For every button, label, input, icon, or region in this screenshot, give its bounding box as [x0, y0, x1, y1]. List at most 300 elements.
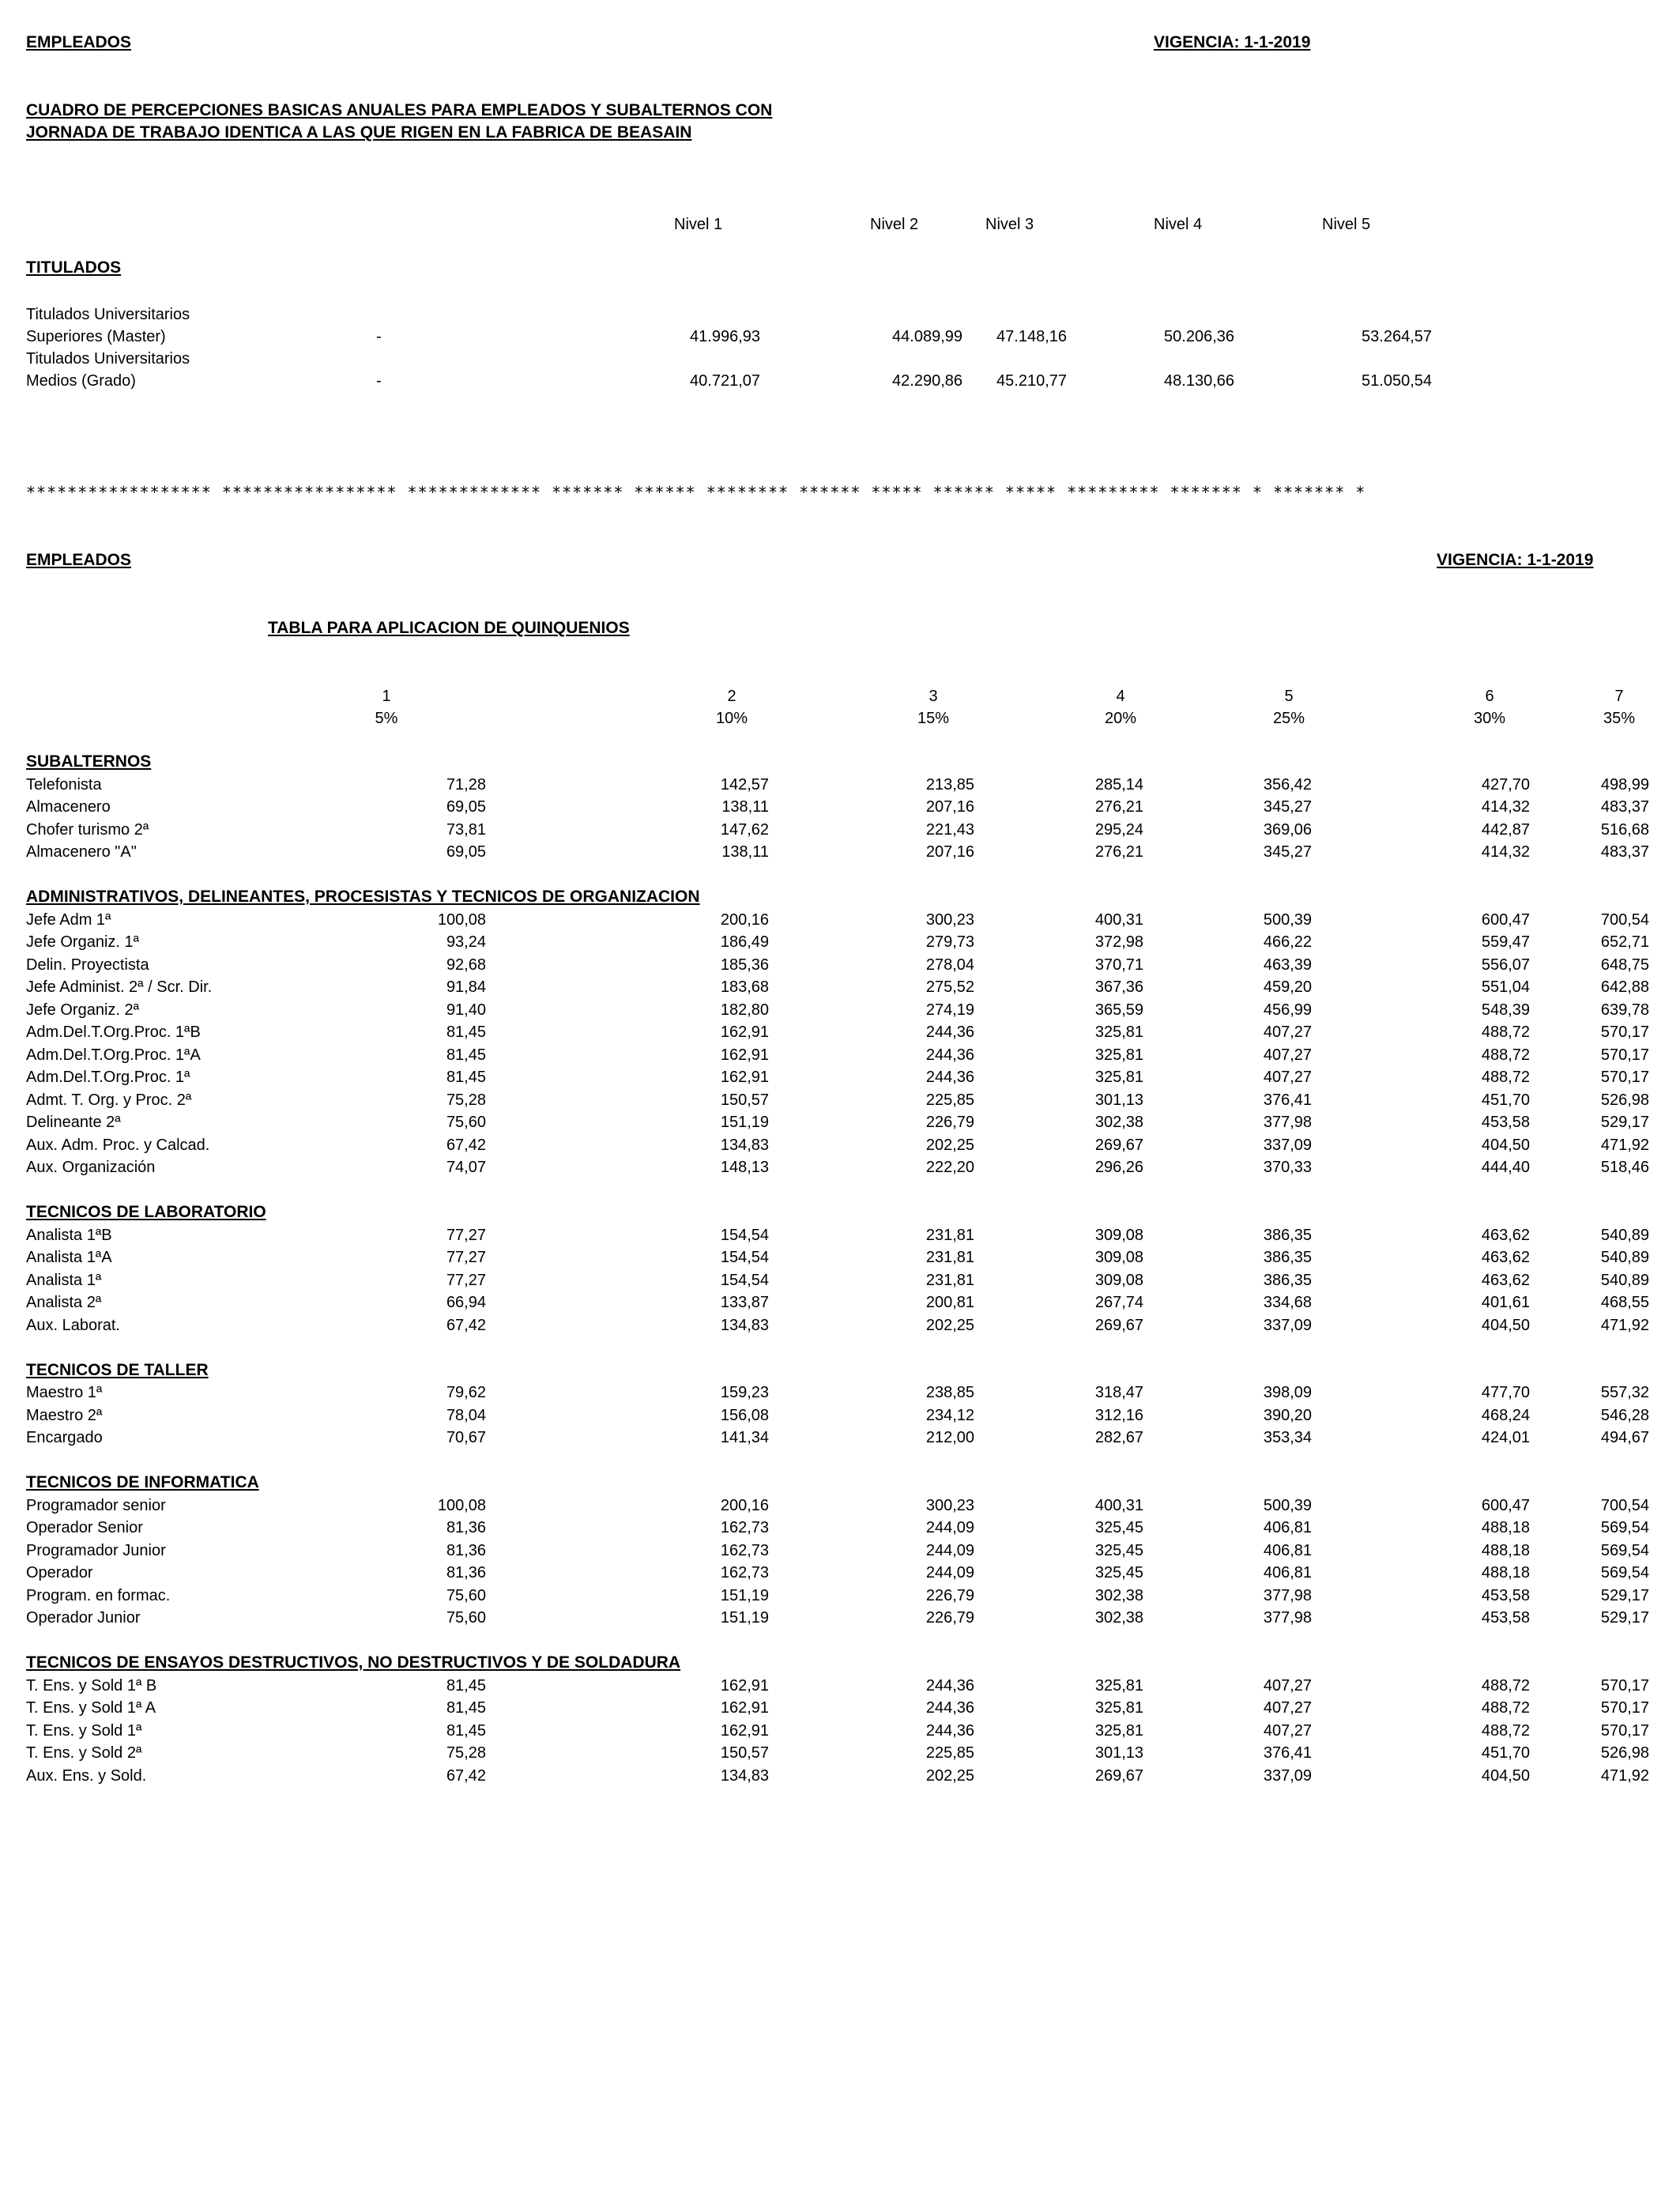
table-cell: 151,19 [720, 1114, 769, 1131]
table-cell: 325,81 [1094, 1722, 1143, 1740]
table-cell: 400,31 [1094, 1497, 1143, 1514]
salary-cell: 48.130,66 [1164, 372, 1234, 390]
table-cell: 370,71 [1094, 956, 1143, 974]
table-cell: 78,04 [446, 1407, 486, 1424]
table-cell: 276,21 [1094, 843, 1143, 861]
table-cell: 369,06 [1263, 821, 1312, 839]
table-cell: 231,81 [925, 1272, 974, 1289]
table-cell: 202,25 [925, 1137, 974, 1154]
table-cell: 213,85 [925, 776, 974, 794]
table-cell: 488,72 [1481, 1722, 1530, 1740]
table-row-name: Adm.Del.T.Org.Proc. 1ªB [26, 1023, 201, 1041]
table-cell: 483,37 [1600, 798, 1649, 816]
table-cell: 424,01 [1481, 1429, 1530, 1446]
table-row-name: Aux. Laborat. [26, 1317, 120, 1334]
table-cell: 276,21 [1094, 798, 1143, 816]
table-cell: 376,41 [1263, 1744, 1312, 1762]
table-cell: 551,04 [1481, 978, 1530, 996]
table-cell: 337,09 [1263, 1767, 1312, 1785]
table-row-name: Adm.Del.T.Org.Proc. 1ªA [26, 1046, 201, 1064]
column-number: 1 [382, 688, 391, 705]
table-cell: 225,85 [925, 1744, 974, 1762]
salary-cell: 42.290,86 [892, 372, 962, 390]
table-row-name: Adm.Del.T.Org.Proc. 1ª [26, 1069, 190, 1086]
table-cell: 279,73 [925, 933, 974, 951]
table-cell: 81,36 [446, 1519, 486, 1536]
table-cell: 386,35 [1263, 1272, 1312, 1289]
table-cell: 463,39 [1263, 956, 1312, 974]
table-cell: 559,47 [1481, 933, 1530, 951]
table-cell: 407,27 [1263, 1046, 1312, 1064]
table-cell: 150,57 [720, 1091, 769, 1109]
table-cell: 154,54 [720, 1272, 769, 1289]
table-cell: 138,11 [721, 798, 769, 816]
table-cell: 570,17 [1600, 1046, 1649, 1064]
table-cell: 540,89 [1600, 1227, 1649, 1244]
category-title: TECNICOS DE LABORATORIO [26, 1203, 266, 1221]
table-cell: 244,36 [925, 1722, 974, 1740]
column-percent: 20% [1104, 710, 1137, 727]
table-cell: 66,94 [446, 1294, 486, 1311]
table-cell: 518,46 [1600, 1159, 1649, 1176]
table-cell: 600,47 [1481, 911, 1530, 929]
table-cell: 274,19 [925, 1001, 974, 1019]
table-cell: 202,25 [925, 1767, 974, 1785]
vigencia-label: VIGENCIA: 1-1-2019 [1437, 551, 1594, 569]
table-title: TABLA PARA APLICACION DE QUINQUENIOS [268, 619, 630, 637]
table-row-name: T. Ens. y Sold 1ª B [26, 1677, 157, 1695]
table-cell: 377,98 [1263, 1114, 1312, 1131]
table-cell: 142,57 [720, 776, 769, 794]
table-row-name: Programador Junior [26, 1542, 166, 1559]
table-cell: 81,45 [446, 1046, 486, 1064]
table-cell: 81,45 [446, 1023, 486, 1041]
table-cell: 453,58 [1481, 1587, 1530, 1604]
table-cell: 404,50 [1481, 1767, 1530, 1785]
table-cell: 207,16 [925, 798, 974, 816]
table-cell: 296,26 [1094, 1159, 1143, 1176]
table-row-name: Chofer turismo 2ª [26, 821, 149, 839]
table-cell: 81,45 [446, 1699, 486, 1717]
table-cell: 312,16 [1094, 1407, 1143, 1424]
table-cell: 427,70 [1481, 776, 1530, 794]
table-cell: 372,98 [1094, 933, 1143, 951]
table-cell: 77,27 [446, 1227, 486, 1244]
table-cell: 401,61 [1481, 1294, 1530, 1311]
table-cell: 540,89 [1600, 1249, 1649, 1266]
table-cell: 700,54 [1600, 911, 1649, 929]
table-cell: 488,72 [1481, 1046, 1530, 1064]
table-cell: 325,45 [1094, 1542, 1143, 1559]
table-cell: 302,38 [1094, 1587, 1143, 1604]
table-cell: 570,17 [1600, 1023, 1649, 1041]
table-cell: 238,85 [925, 1384, 974, 1401]
table-cell: 569,54 [1600, 1542, 1649, 1559]
table-cell: 498,99 [1600, 776, 1649, 794]
category-title: TECNICOS DE TALLER [26, 1361, 209, 1379]
table-row-name: Analista 1ªA [26, 1249, 112, 1266]
table-cell: 244,09 [925, 1519, 974, 1536]
table-cell: 345,27 [1263, 798, 1312, 816]
level-header: Nivel 5 [1322, 216, 1371, 233]
table-cell: 325,81 [1094, 1069, 1143, 1086]
table-cell: 73,81 [446, 821, 486, 839]
table-row-name: Telefonista [26, 776, 102, 794]
table-cell: 138,11 [721, 843, 769, 861]
level-header: Nivel 4 [1154, 216, 1203, 233]
row-dash: - [376, 372, 382, 390]
table-cell: 100,08 [437, 1497, 486, 1514]
table-cell: 356,42 [1263, 776, 1312, 794]
table-cell: 200,81 [925, 1294, 974, 1311]
table-cell: 226,79 [925, 1609, 974, 1627]
table-cell: 100,08 [437, 911, 486, 929]
table-cell: 325,81 [1094, 1046, 1143, 1064]
table-cell: 337,09 [1263, 1317, 1312, 1334]
table-row-name: Operador Junior [26, 1609, 141, 1627]
left-header: EMPLEADOS [26, 33, 132, 51]
table-cell: 477,70 [1481, 1384, 1530, 1401]
table-row-name: Almacenero "A" [26, 843, 137, 861]
table-cell: 398,09 [1263, 1384, 1312, 1401]
table-row-name: Jefe Organiz. 1ª [26, 933, 140, 951]
salary-cell: 51.050,54 [1362, 372, 1432, 390]
table-cell: 456,99 [1263, 1001, 1312, 1019]
table-cell: 77,27 [446, 1249, 486, 1266]
salary-cell: 41.996,93 [690, 328, 760, 345]
table-row-name: T. Ens. y Sold 1ª A [26, 1699, 156, 1717]
table-cell: 81,36 [446, 1564, 486, 1581]
table-cell: 453,58 [1481, 1114, 1530, 1131]
table-row-name: Almacenero [26, 798, 111, 816]
row-label: Superiores (Master) [26, 328, 166, 345]
table-cell: 222,20 [925, 1159, 974, 1176]
table-cell: 548,39 [1481, 1001, 1530, 1019]
table-cell: 569,54 [1600, 1519, 1649, 1536]
table-cell: 488,72 [1481, 1069, 1530, 1086]
table-cell: 269,67 [1094, 1137, 1143, 1154]
table-cell: 365,59 [1094, 1001, 1143, 1019]
salary-cell: 53.264,57 [1362, 328, 1432, 345]
salary-cell: 40.721,07 [690, 372, 760, 390]
row-dash: - [376, 328, 382, 345]
table-cell: 162,91 [720, 1023, 769, 1041]
table-cell: 407,27 [1263, 1722, 1312, 1740]
table-cell: 546,28 [1600, 1407, 1649, 1424]
table-cell: 162,91 [720, 1699, 769, 1717]
table-cell: 463,62 [1481, 1227, 1530, 1244]
table-cell: 207,16 [925, 843, 974, 861]
column-percent: 10% [715, 710, 748, 727]
table-cell: 162,73 [720, 1519, 769, 1536]
table-cell: 244,36 [925, 1023, 974, 1041]
table-cell: 244,36 [925, 1699, 974, 1717]
table-cell: 74,07 [446, 1159, 486, 1176]
table-cell: 488,18 [1481, 1542, 1530, 1559]
table-row-name: T. Ens. y Sold 2ª [26, 1744, 142, 1762]
table-row-name: Program. en formac. [26, 1587, 171, 1604]
table-cell: 442,87 [1481, 821, 1530, 839]
table-row-name: Aux. Organización [26, 1159, 156, 1176]
column-number: 5 [1284, 688, 1294, 705]
table-cell: 377,98 [1263, 1587, 1312, 1604]
table-cell: 231,81 [925, 1249, 974, 1266]
table-cell: 186,49 [720, 933, 769, 951]
table-cell: 325,81 [1094, 1699, 1143, 1717]
table-row-name: Jefe Administ. 2ª / Scr. Dir. [26, 978, 213, 996]
table-row-name: Analista 1ªB [26, 1227, 112, 1244]
table-cell: 400,31 [1094, 911, 1143, 929]
table-cell: 159,23 [720, 1384, 769, 1401]
table-row-name: Encargado [26, 1429, 103, 1446]
table-cell: 75,60 [446, 1114, 486, 1131]
category-title: SUBALTERNOS [26, 752, 152, 771]
table-cell: 134,83 [720, 1767, 769, 1785]
table-cell: 93,24 [446, 933, 486, 951]
table-cell: 334,68 [1263, 1294, 1312, 1311]
table-cell: 407,27 [1263, 1069, 1312, 1086]
table-cell: 275,52 [925, 978, 974, 996]
table-cell: 468,55 [1600, 1294, 1649, 1311]
table-cell: 488,18 [1481, 1519, 1530, 1536]
table-cell: 244,36 [925, 1677, 974, 1695]
table-cell: 471,92 [1600, 1137, 1649, 1154]
level-header: Nivel 2 [870, 216, 919, 233]
table-cell: 500,39 [1263, 1497, 1312, 1514]
column-percent: 5% [375, 710, 398, 727]
table-cell: 302,38 [1094, 1609, 1143, 1627]
table-cell: 301,13 [1094, 1091, 1143, 1109]
table-cell: 231,81 [925, 1227, 974, 1244]
table-cell: 414,32 [1481, 843, 1530, 861]
table-cell: 81,45 [446, 1677, 486, 1695]
table-cell: 557,32 [1600, 1384, 1649, 1401]
table-row-name: Admt. T. Org. y Proc. 2ª [26, 1091, 192, 1109]
table-cell: 325,81 [1094, 1023, 1143, 1041]
column-percent: 30% [1473, 710, 1506, 727]
table-cell: 325,81 [1094, 1677, 1143, 1695]
table-cell: 407,27 [1263, 1677, 1312, 1695]
row-label: Titulados Universitarios [26, 350, 190, 368]
table-cell: 244,36 [925, 1046, 974, 1064]
table-cell: 500,39 [1263, 911, 1312, 929]
table-cell: 600,47 [1481, 1497, 1530, 1514]
category-title: TECNICOS DE INFORMATICA [26, 1473, 259, 1491]
table-cell: 318,47 [1094, 1384, 1143, 1401]
table-cell: 151,19 [720, 1609, 769, 1627]
table-cell: 69,05 [446, 843, 486, 861]
table-row-name: Aux. Ens. y Sold. [26, 1767, 147, 1785]
table-cell: 154,54 [720, 1227, 769, 1244]
table-cell: 302,38 [1094, 1114, 1143, 1131]
table-cell: 570,17 [1600, 1069, 1649, 1086]
table-cell: 75,60 [446, 1609, 486, 1627]
table-cell: 162,91 [720, 1046, 769, 1064]
table-cell: 639,78 [1600, 1001, 1649, 1019]
table-cell: 570,17 [1600, 1677, 1649, 1695]
table-row-name: Delineante 2ª [26, 1114, 121, 1131]
table-cell: 353,34 [1263, 1429, 1312, 1446]
table-cell: 221,43 [925, 821, 974, 839]
level-header: Nivel 1 [674, 216, 723, 233]
table-cell: 570,17 [1600, 1699, 1649, 1717]
table-cell: 154,54 [720, 1249, 769, 1266]
table-cell: 202,25 [925, 1317, 974, 1334]
table-cell: 376,41 [1263, 1091, 1312, 1109]
column-number: 2 [727, 688, 736, 705]
salary-cell: 50.206,36 [1164, 328, 1234, 345]
table-cell: 466,22 [1263, 933, 1312, 951]
table-cell: 569,54 [1600, 1564, 1649, 1581]
table-cell: 226,79 [925, 1114, 974, 1131]
table-cell: 183,68 [720, 978, 769, 996]
level-header: Nivel 3 [985, 216, 1034, 233]
table-cell: 386,35 [1263, 1227, 1312, 1244]
table-cell: 162,91 [720, 1677, 769, 1695]
table-cell: 92,68 [446, 956, 486, 974]
table-cell: 300,23 [925, 1497, 974, 1514]
table-row-name: Analista 2ª [26, 1294, 102, 1311]
table-cell: 148,13 [720, 1159, 769, 1176]
table-cell: 325,45 [1094, 1519, 1143, 1536]
table-cell: 269,67 [1094, 1767, 1143, 1785]
table-cell: 200,16 [720, 1497, 769, 1514]
table-cell: 390,20 [1263, 1407, 1312, 1424]
table-cell: 488,72 [1481, 1023, 1530, 1041]
table-cell: 156,08 [720, 1407, 769, 1424]
table-cell: 386,35 [1263, 1249, 1312, 1266]
table-cell: 200,16 [720, 911, 769, 929]
table-cell: 459,20 [1263, 978, 1312, 996]
table-cell: 75,28 [446, 1091, 486, 1109]
table-cell: 471,92 [1600, 1767, 1649, 1785]
table-cell: 345,27 [1263, 843, 1312, 861]
table-cell: 244,09 [925, 1542, 974, 1559]
separator-stars: ****************** ***************** ************* ******* ****** ******** ****** ***** ****** ***** ********* ******* * ******* * [26, 483, 1366, 502]
table-cell: 244,36 [925, 1069, 974, 1086]
column-percent: 35% [1603, 710, 1636, 727]
table-cell: 300,23 [925, 911, 974, 929]
section-title: TITULADOS [26, 258, 122, 277]
table-cell: 162,91 [720, 1069, 769, 1086]
table-cell: 147,62 [720, 821, 769, 839]
table-cell: 67,42 [446, 1767, 486, 1785]
document-title-line-2: JORNADA DE TRABAJO IDENTICA A LAS QUE RIGEN EN LA FABRICA DE BEASAIN [26, 123, 692, 141]
table-cell: 225,85 [925, 1091, 974, 1109]
table-cell: 516,68 [1600, 821, 1649, 839]
table-cell: 77,27 [446, 1272, 486, 1289]
table-cell: 91,40 [446, 1001, 486, 1019]
table-cell: 463,62 [1481, 1249, 1530, 1266]
table-cell: 526,98 [1600, 1744, 1649, 1762]
table-row-name: Jefe Organiz. 2ª [26, 1001, 140, 1019]
table-cell: 67,42 [446, 1317, 486, 1334]
table-cell: 337,09 [1263, 1137, 1312, 1154]
table-cell: 406,81 [1263, 1542, 1312, 1559]
table-cell: 151,19 [720, 1587, 769, 1604]
column-percent: 25% [1272, 710, 1305, 727]
table-cell: 162,91 [720, 1722, 769, 1740]
table-cell: 309,08 [1094, 1249, 1143, 1266]
salary-cell: 44.089,99 [892, 328, 962, 345]
table-cell: 556,07 [1481, 956, 1530, 974]
table-row-name: Aux. Adm. Proc. y Calcad. [26, 1137, 210, 1154]
category-title: ADMINISTRATIVOS, DELINEANTES, PROCESISTAS Y TECNICOS DE ORGANIZACION [26, 888, 700, 906]
table-cell: 471,92 [1600, 1317, 1649, 1334]
table-cell: 488,18 [1481, 1564, 1530, 1581]
table-cell: 648,75 [1600, 956, 1649, 974]
table-cell: 468,24 [1481, 1407, 1530, 1424]
column-number: 3 [929, 688, 938, 705]
table-row-name: Operador [26, 1564, 93, 1581]
salary-cell: 45.210,77 [996, 372, 1067, 390]
column-number: 6 [1485, 688, 1494, 705]
table-cell: 526,98 [1600, 1091, 1649, 1109]
document-title-line-1: CUADRO DE PERCEPCIONES BASICAS ANUALES PARA EMPLEADOS Y SUBALTERNOS CON [26, 101, 773, 119]
table-cell: 234,12 [925, 1407, 974, 1424]
table-cell: 185,36 [720, 956, 769, 974]
column-number: 7 [1614, 688, 1624, 705]
table-cell: 81,36 [446, 1542, 486, 1559]
table-cell: 309,08 [1094, 1272, 1143, 1289]
table-row-name: Maestro 2ª [26, 1407, 103, 1424]
table-cell: 69,05 [446, 798, 486, 816]
column-number: 4 [1116, 688, 1125, 705]
table-cell: 81,45 [446, 1069, 486, 1086]
table-cell: 700,54 [1600, 1497, 1649, 1514]
table-cell: 278,04 [925, 956, 974, 974]
table-cell: 404,50 [1481, 1137, 1530, 1154]
table-cell: 212,00 [925, 1429, 974, 1446]
table-cell: 133,87 [720, 1294, 769, 1311]
table-row-name: Analista 1ª [26, 1272, 102, 1289]
table-row-name: T. Ens. y Sold 1ª [26, 1722, 142, 1740]
table-cell: 642,88 [1600, 978, 1649, 996]
table-row-name: Maestro 1ª [26, 1384, 103, 1401]
table-cell: 91,84 [446, 978, 486, 996]
table-cell: 244,09 [925, 1564, 974, 1581]
table-cell: 404,50 [1481, 1317, 1530, 1334]
table-cell: 75,60 [446, 1587, 486, 1604]
table-row-name: Delin. Proyectista [26, 956, 149, 974]
table-cell: 285,14 [1094, 776, 1143, 794]
table-cell: 377,98 [1263, 1609, 1312, 1627]
table-cell: 295,24 [1094, 821, 1143, 839]
table-row-name: Jefe Adm 1ª [26, 911, 111, 929]
table-cell: 367,36 [1094, 978, 1143, 996]
table-cell: 79,62 [446, 1384, 486, 1401]
table-cell: 134,83 [720, 1317, 769, 1334]
table-cell: 406,81 [1263, 1519, 1312, 1536]
table-cell: 483,37 [1600, 843, 1649, 861]
table-cell: 494,67 [1600, 1429, 1649, 1446]
table-cell: 269,67 [1094, 1317, 1143, 1334]
table-cell: 134,83 [720, 1137, 769, 1154]
category-title: TECNICOS DE ENSAYOS DESTRUCTIVOS, NO DESTRUCTIVOS Y DE SOLDADURA [26, 1653, 681, 1672]
table-cell: 162,73 [720, 1542, 769, 1559]
table-cell: 570,17 [1600, 1722, 1649, 1740]
table-cell: 226,79 [925, 1587, 974, 1604]
vigencia-label: VIGENCIA: 1-1-2019 [1154, 33, 1311, 51]
table-cell: 529,17 [1600, 1609, 1649, 1627]
salary-cell: 47.148,16 [996, 328, 1067, 345]
table-cell: 182,80 [720, 1001, 769, 1019]
table-cell: 488,72 [1481, 1699, 1530, 1717]
table-cell: 529,17 [1600, 1587, 1649, 1604]
table-cell: 529,17 [1600, 1114, 1649, 1131]
row-label: Titulados Universitarios [26, 306, 190, 323]
table-cell: 71,28 [446, 776, 486, 794]
